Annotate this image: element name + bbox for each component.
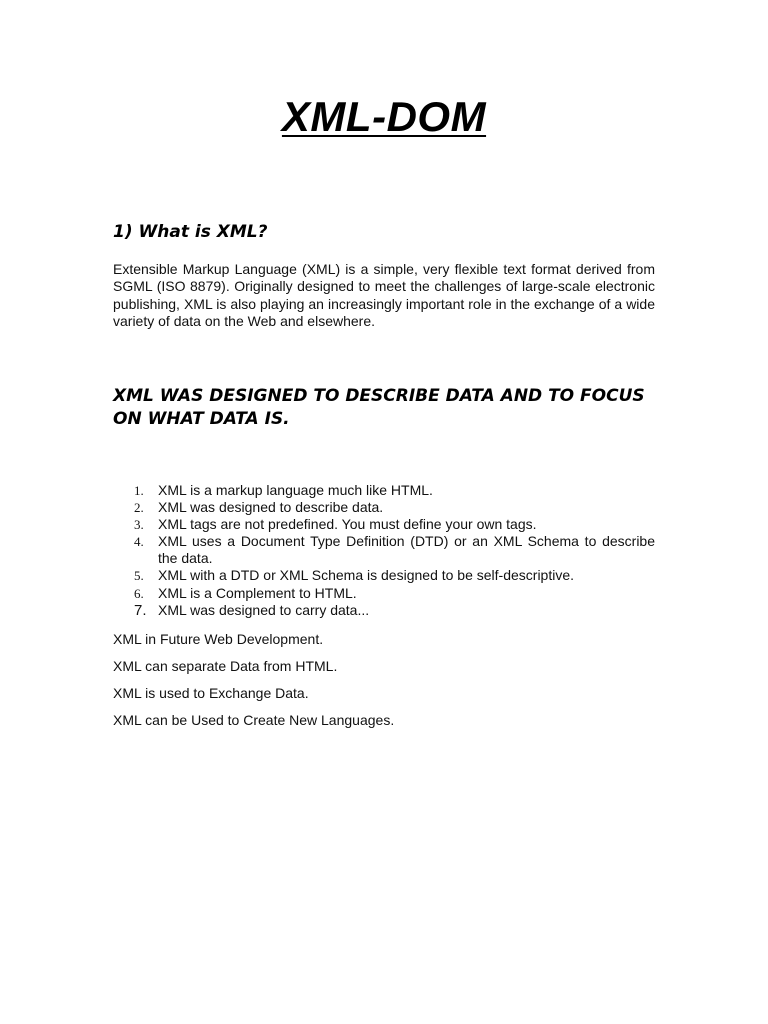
statement-future-web: XML in Future Web Development. bbox=[113, 631, 324, 647]
list-item-number: 2. bbox=[134, 500, 144, 516]
section-heading-what-is-xml: 1) What is XML? bbox=[113, 222, 268, 242]
list-item bbox=[113, 516, 655, 533]
statement-new-languages: XML can be Used to Create New Languages. bbox=[113, 712, 395, 728]
list-item-number: 7. bbox=[134, 601, 147, 619]
list-item bbox=[113, 602, 655, 619]
list-item-number: 6. bbox=[134, 585, 144, 601]
statement-separate-data: XML can separate Data from HTML. bbox=[113, 658, 338, 674]
document-title: XML-DOM bbox=[281, 93, 487, 140]
list-item bbox=[113, 533, 655, 567]
list-item-text: XML uses a Document Type Definition (DTD) or an XML Schema to describe the data. bbox=[158, 533, 655, 567]
list-item bbox=[113, 499, 655, 516]
list-item-text: XML was designed to describe data. bbox=[158, 499, 384, 516]
list-item-text: XML is a markup language much like HTML. bbox=[158, 482, 433, 498]
list-item-text: XML is a Complement to HTML. bbox=[158, 584, 357, 601]
xml-points-list bbox=[113, 482, 655, 619]
list-item-text: XML tags are not predefined. You must define your own tags. bbox=[158, 516, 537, 533]
list-item-number: 4. bbox=[134, 534, 144, 550]
intro-paragraph: Extensible Markup Language (XML) is a simple, very flexible text format derived from SGML (ISO 8879). Originally designed to meet the challenges of large-scale electronic publishing, XML is also playing an increasingly important role in the exchange of a wide variety of data on the Web and elsewhere. bbox=[113, 261, 655, 329]
list-item-number: 5. bbox=[134, 568, 144, 584]
list-item bbox=[113, 585, 655, 602]
list-item-number: 3. bbox=[134, 517, 144, 533]
statement-exchange-data: XML is used to Exchange Data. bbox=[113, 685, 309, 701]
list-item-text: XML was designed to carry data... bbox=[158, 601, 370, 618]
list-item bbox=[113, 482, 655, 499]
list-item-text: XML with a DTD or XML Schema is designed to be self-descriptive. bbox=[158, 567, 575, 584]
list-item bbox=[113, 567, 655, 584]
list-item-number: 1. bbox=[134, 483, 144, 498]
section-heading-designed: XML WAS DESIGNED TO DESCRIBE DATA AND TO FOCUS ON WHAT DATA IS. bbox=[113, 386, 645, 429]
